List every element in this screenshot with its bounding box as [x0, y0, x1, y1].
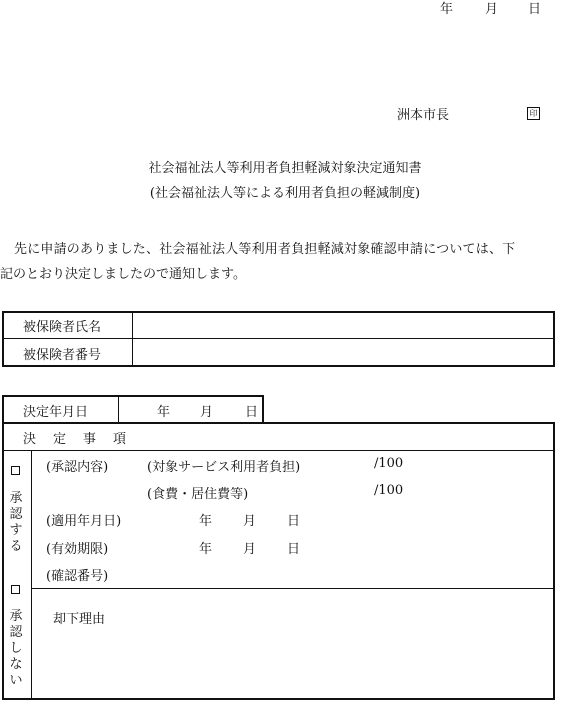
issuer-name: 洲本市長 — [397, 108, 450, 123]
decision-left-column-divider — [31, 450, 32, 700]
valid-until-label: (有効期限) — [46, 542, 109, 557]
decision-matters-label: 決 定 事 項 — [23, 432, 129, 447]
apply-date-day: 日 — [287, 514, 301, 529]
document-subtitle: (社会福祉法人等による利用者負担の軽減制度) — [149, 186, 421, 201]
valid-until-day: 日 — [287, 542, 301, 557]
apply-date-month: 月 — [243, 514, 257, 529]
decision-date-year: 年 — [157, 405, 171, 420]
insured-table-divider — [2, 338, 555, 339]
apply-date-label: (適用年月日) — [46, 514, 122, 529]
reject-reason-label: 却下理由 — [53, 612, 106, 627]
approve-reject-divider — [31, 588, 555, 589]
decision-date-divider — [118, 395, 119, 424]
valid-until-year: 年 — [199, 542, 213, 557]
apply-date-year: 年 — [199, 514, 213, 529]
body-line-2: 記のとおり決定しましたので通知します。 — [0, 267, 246, 282]
body-line-1: 先に申請のありました、社会福祉法人等利用者負担軽減対象確認申請については、下 — [14, 242, 516, 257]
food-housing-label: (食費・居住費等) — [147, 487, 249, 502]
valid-until-month: 月 — [243, 542, 257, 557]
approve-content-label: (承認内容) — [46, 460, 109, 475]
service-burden-label: (対象サービス利用者負担) — [147, 460, 301, 475]
document-title: 社会福祉法人等利用者負担軽減対象決定通知書 — [148, 161, 422, 176]
seal-mark: 印 — [527, 107, 540, 120]
approve-label: 承認する — [9, 491, 23, 554]
issue-date-month: 月 — [485, 2, 499, 17]
decision-header-divider — [2, 450, 555, 451]
insured-name-label: 被保険者氏名 — [23, 320, 102, 335]
reject-checkbox[interactable] — [11, 585, 20, 594]
insured-table-column-divider — [132, 311, 133, 367]
issue-date-day: 日 — [528, 2, 542, 17]
confirmation-number-label: (確認番号) — [46, 569, 109, 584]
decision-date-month: 月 — [200, 405, 214, 420]
decision-date-label: 決定年月日 — [23, 405, 89, 420]
insured-number-label: 被保険者番号 — [23, 348, 102, 363]
decision-date-day: 日 — [245, 405, 259, 420]
food-housing-rate[interactable]: /100 — [374, 483, 404, 498]
reject-label: 承認しない — [9, 609, 23, 688]
service-burden-rate[interactable]: /100 — [374, 456, 404, 471]
approve-checkbox[interactable] — [11, 466, 20, 475]
issue-date-year: 年 — [440, 2, 454, 17]
